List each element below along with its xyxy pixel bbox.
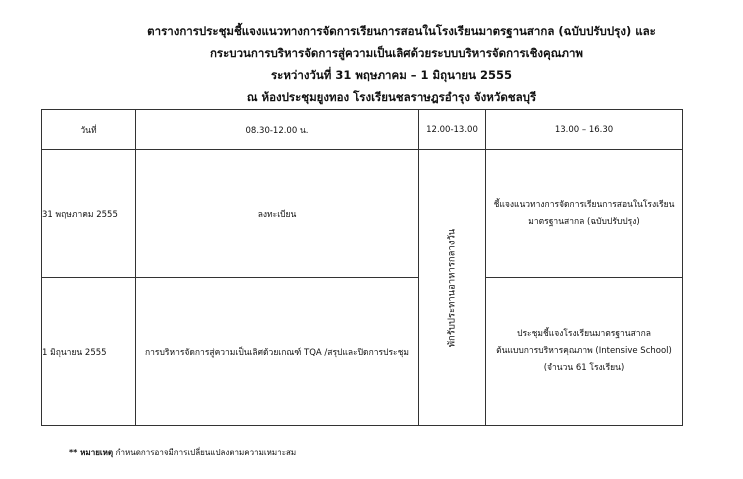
lunch-break-cell bbox=[419, 150, 486, 426]
footnote bbox=[69, 446, 296, 459]
footnote-text: กำหนดการอาจมีการเปลี่ยนแปลงตามความเหมาะสม bbox=[113, 448, 297, 457]
title-line-3: ระหว่างวันที่ 31 พฤษภาคม – 1 มิถุนายน 2555 bbox=[270, 68, 513, 82]
table-header-row bbox=[42, 110, 683, 150]
header-lunch: 12.00-13.00 bbox=[419, 110, 486, 150]
afternoon-line: ต้นแบบการบริหารคุณภาพ (Intensive School) bbox=[496, 346, 672, 356]
table-row bbox=[42, 278, 683, 426]
afternoon-line: (จำนวน 61 โรงเรียน) bbox=[543, 363, 625, 373]
lunch-break-label: พักรับประทานอาหารกลางวัน bbox=[446, 228, 458, 347]
footnote-label: ** หมายเหตุ bbox=[69, 448, 114, 457]
header-afternoon: 13.00 – 16.30 bbox=[486, 110, 683, 150]
afternoon-line: ชี้แจงแนวทางการจัดการเรียนการสอนในโรงเรียน bbox=[493, 199, 675, 210]
title-line-1: ตารางการประชุมชี้แจงแนวทางการจัดการเรียนการสอนในโรงเรียนมาตรฐานสากล (ฉบับปรับปรุง) และ bbox=[147, 24, 656, 38]
afternoon-session-cell bbox=[486, 150, 683, 278]
schedule-table bbox=[41, 109, 683, 426]
day-cell: 1 มิถุนายน 2555 bbox=[42, 278, 136, 426]
table-row bbox=[42, 150, 683, 278]
header-morning: 08.30-12.00 น. bbox=[136, 110, 419, 150]
afternoon-line: ประชุมชี้แจงโรงเรียนมาตรฐานสากล bbox=[517, 329, 651, 339]
afternoon-session-cell bbox=[486, 278, 683, 426]
afternoon-line: มาตรฐานสากล (ฉบับปรับปรุง) bbox=[528, 216, 640, 227]
title-line-4: ณ ห้องประชุมยูงทอง โรงเรียนชลราษฎรอำรุง จังหวัดชลบุรี bbox=[246, 90, 537, 104]
morning-session-cell: ลงทะเบียน bbox=[136, 150, 419, 278]
day-cell: 31 พฤษภาคม 2555 bbox=[42, 150, 136, 278]
morning-session-cell: การบริหารจัดการสู่ความเป็นเลิศด้วยเกณฑ์ TQA /สรุปและปิดการประชุม bbox=[136, 278, 419, 426]
document-title bbox=[0, 20, 743, 108]
header-day: วันที่ bbox=[42, 110, 136, 150]
title-line-2: กระบวนการบริหารจัดการสู่ความเป็นเลิศด้วยระบบบริหารจัดการเชิงคุณภาพ bbox=[209, 46, 584, 60]
